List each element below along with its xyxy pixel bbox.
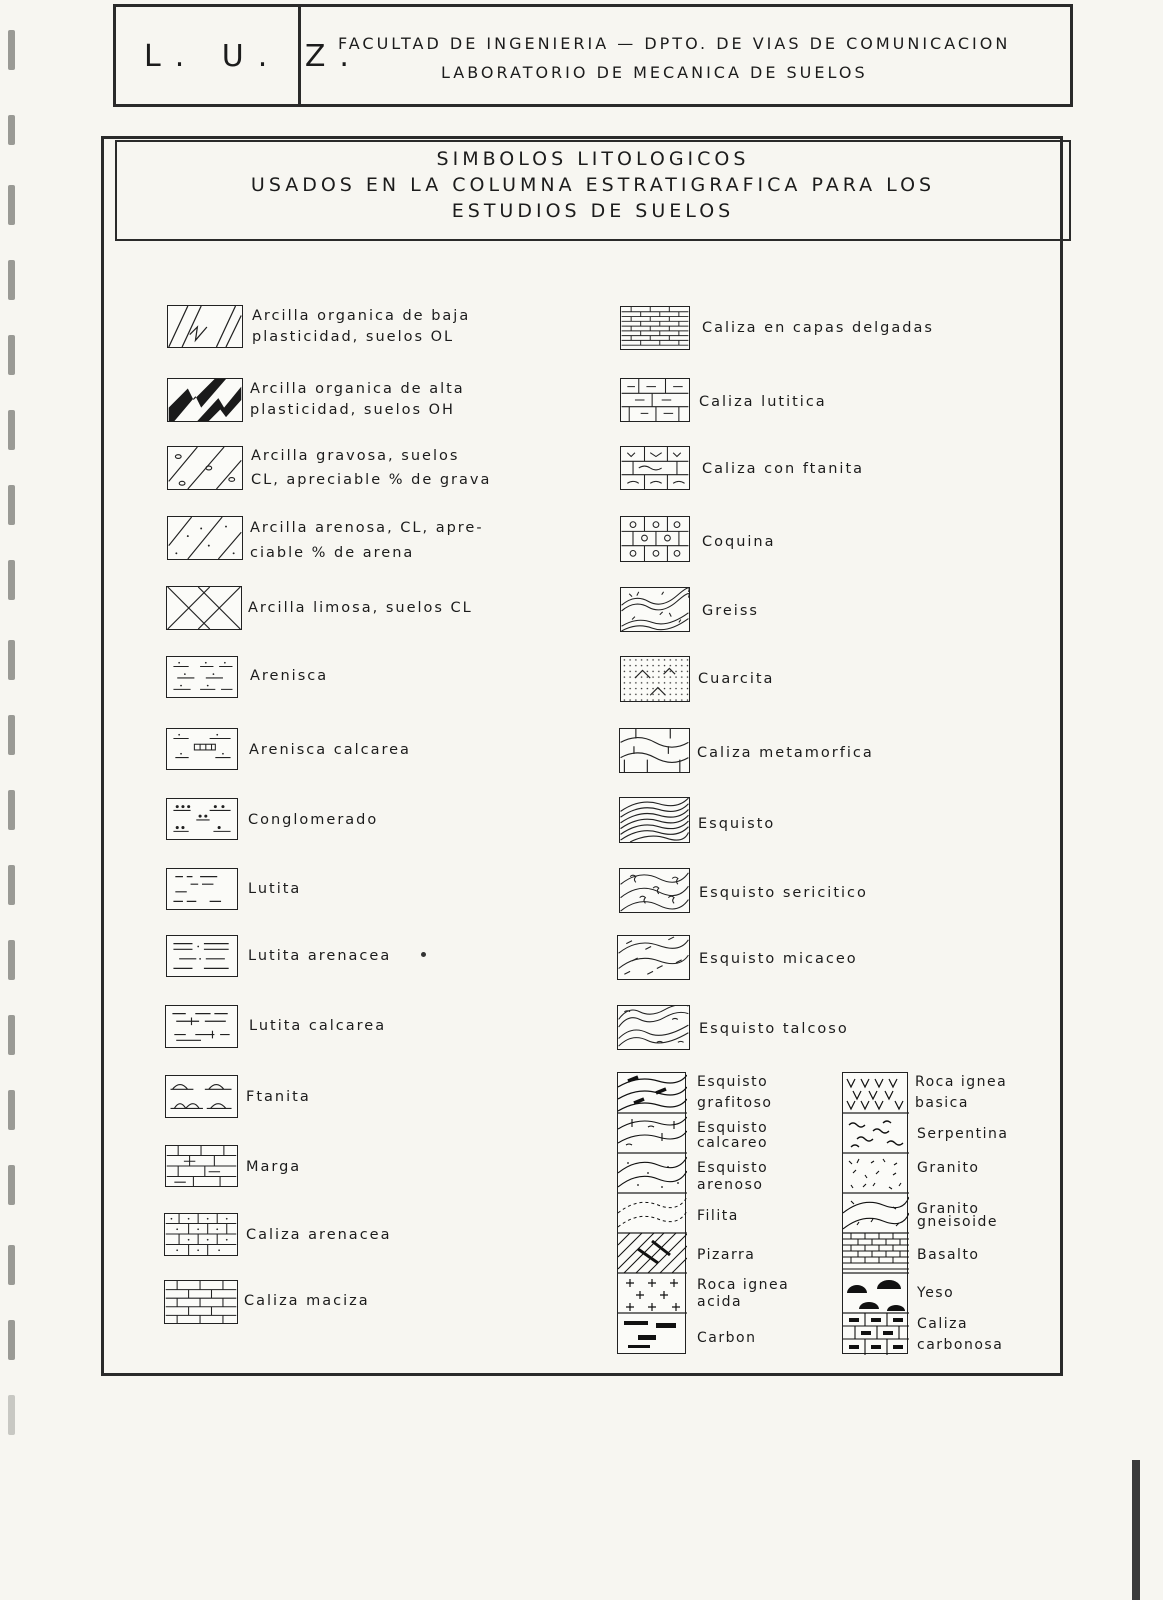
label-gneissic-granite-2: gneisoide <box>917 1214 999 1230</box>
label-organic-clay-high-2: plasticidad, suelos OH <box>250 402 455 418</box>
binder-mark <box>8 335 15 375</box>
silty-clay-pattern <box>166 586 242 630</box>
label-basic-igneous-2: basica <box>915 1095 969 1111</box>
stacked-column-a <box>617 1072 686 1354</box>
label-gneiss: Greiss <box>702 603 759 619</box>
coquina-pattern <box>620 516 690 562</box>
label-carbonaceous-limestone-2: carbonosa <box>917 1337 1004 1353</box>
page-edge-shadow <box>1132 1460 1140 1600</box>
label-sandstone: Arenisca <box>250 668 329 684</box>
quartzite-pattern <box>620 656 690 702</box>
marl-pattern <box>165 1145 238 1187</box>
label-schist: Esquisto <box>698 816 776 832</box>
binder-mark <box>8 1165 15 1205</box>
binder-mark <box>8 640 15 680</box>
gypsum-pattern <box>847 1280 905 1311</box>
label-chert: Ftanita <box>246 1089 311 1105</box>
stacked-column-b <box>842 1072 908 1354</box>
label-gravelly-clay-2: CL, apreciable % de grava <box>251 472 492 488</box>
label-metamorphic-limestone: Caliza metamorfica <box>697 745 874 761</box>
label-organic-clay-high-1: Arcilla organica de alta <box>250 381 465 397</box>
binder-mark <box>8 940 15 980</box>
title-line-1: SIMBOLOS LITOLOGICOS <box>436 148 750 170</box>
sericitic-schist-pattern <box>619 868 690 913</box>
label-coal: Carbon <box>697 1330 757 1346</box>
binder-mark <box>8 865 15 905</box>
label-basalt: Basalto <box>917 1247 980 1263</box>
stray-dot <box>421 952 426 957</box>
binder-mark <box>8 410 15 450</box>
label-marl: Marga <box>246 1159 302 1175</box>
label-micaceous-schist: Esquisto micaceo <box>699 951 858 967</box>
label-cherty-limestone: Caliza con ftanita <box>702 461 865 477</box>
sandy-schist-pattern <box>618 1157 687 1187</box>
title-block <box>115 148 1071 222</box>
label-organic-clay-low-1: Arcilla organica de baja <box>252 308 471 324</box>
header-faculty: FACULTAD DE INGENIERIA — DPTO. DE VIAS DE COMUNICACION <box>338 34 1011 53</box>
label-calcareous-schist-1: Esquisto <box>697 1120 769 1136</box>
label-carbonaceous-limestone-1: Caliza <box>917 1316 969 1332</box>
shaly-limestone-pattern <box>620 378 690 422</box>
label-gypsum: Yeso <box>917 1285 955 1301</box>
organic-clay-high-pattern <box>167 378 243 422</box>
label-organic-clay-low-2: plasticidad, suelos OL <box>252 329 455 345</box>
gravelly-clay-pattern <box>167 446 243 490</box>
label-sandy-schist-2: arenoso <box>697 1177 764 1193</box>
title-line-2: USADOS EN LA COLUMNA ESTRATIGRAFICA PARA LOS <box>250 174 936 196</box>
label-silty-clay: Arcilla limosa, suelos CL <box>248 600 473 616</box>
label-acid-igneous-2: acida <box>697 1294 743 1310</box>
conglomerate-pattern <box>166 798 238 840</box>
binder-mark <box>8 1245 15 1285</box>
label-basic-igneous-1: Roca ignea <box>915 1074 1008 1090</box>
label-coquina: Coquina <box>702 534 776 550</box>
label-calcareous-schist-2: calcareo <box>697 1135 769 1151</box>
sandy-shale-pattern <box>166 935 238 977</box>
shale-pattern <box>166 868 238 910</box>
header-box <box>113 4 1073 107</box>
title-divider <box>115 239 1071 241</box>
cherty-limestone-pattern <box>620 446 690 490</box>
binder-mark <box>8 260 15 300</box>
header-lab: LABORATORIO DE MECANICA DE SUELOS <box>441 63 868 82</box>
label-serpentine: Serpentina <box>917 1126 1009 1142</box>
label-calcareous-sandstone: Arenisca calcarea <box>249 742 411 758</box>
binder-mark <box>8 560 15 600</box>
label-quartzite: Cuarcita <box>698 671 775 687</box>
schist-pattern <box>619 797 690 843</box>
label-talc-schist: Esquisto talcoso <box>699 1021 849 1037</box>
label-shale: Lutita <box>248 881 302 897</box>
binder-mark <box>8 1320 15 1360</box>
label-massive-limestone: Caliza maciza <box>244 1293 370 1309</box>
label-shaly-limestone: Caliza lutitica <box>699 394 827 410</box>
label-gravelly-clay-1: Arcilla gravosa, suelos <box>251 448 460 464</box>
sandstone-pattern <box>166 656 238 698</box>
binder-mark <box>8 30 15 70</box>
calcareous-sandstone-pattern <box>166 728 238 770</box>
calcareous-schist-pattern <box>618 1117 687 1145</box>
title-top-line <box>115 140 1071 142</box>
basic-igneous-pattern <box>847 1079 903 1109</box>
label-sericitic-schist: Esquisto sericitico <box>699 885 868 901</box>
granite-pattern <box>849 1159 901 1189</box>
label-acid-igneous-1: Roca ignea <box>697 1277 790 1293</box>
label-granite: Granito <box>917 1160 980 1176</box>
label-calcareous-shale: Lutita calcarea <box>249 1018 387 1034</box>
label-sandy-clay-1: Arcilla arenosa, CL, apre- <box>250 520 484 536</box>
talc-schist-pattern <box>617 1005 690 1050</box>
title-line-3: ESTUDIOS DE SUELOS <box>451 200 735 222</box>
calcareous-shale-pattern <box>165 1005 238 1048</box>
label-sandy-schist-1: Esquisto <box>697 1160 769 1176</box>
binder-mark <box>8 1015 15 1055</box>
chert-pattern <box>165 1075 238 1118</box>
sandy-limestone-pattern <box>164 1213 238 1256</box>
massive-limestone-pattern <box>164 1280 238 1324</box>
metamorphic-limestone-pattern <box>619 728 690 773</box>
phyllite-pattern <box>618 1197 687 1227</box>
label-sandy-shale: Lutita arenacea <box>248 948 392 964</box>
thin-bedded-limestone-pattern <box>620 306 690 350</box>
organic-clay-low-pattern <box>167 305 243 348</box>
binder-mark <box>8 790 15 830</box>
graphitic-schist-pattern <box>618 1075 687 1111</box>
label-sandy-limestone: Caliza arenacea <box>246 1227 392 1243</box>
binder-mark <box>8 115 15 145</box>
label-graphitic-schist-2: grafitoso <box>697 1095 773 1111</box>
label-gneissic-granite-1: Granito <box>917 1201 980 1217</box>
serpentine-pattern <box>849 1121 903 1147</box>
sandy-clay-pattern <box>167 516 243 560</box>
coal-pattern <box>624 1321 676 1348</box>
acid-igneous-pattern <box>626 1279 680 1311</box>
micaceous-schist-pattern <box>617 935 690 980</box>
binder-mark <box>8 1090 15 1130</box>
label-thin-bedded-limestone: Caliza en capas delgadas <box>702 320 934 336</box>
label-slate: Pizarra <box>697 1247 756 1263</box>
basalt-pattern <box>843 1233 909 1269</box>
slate-pattern <box>618 1233 687 1273</box>
label-sandy-clay-2: ciable % de arena <box>250 545 415 561</box>
gneissic-granite-pattern <box>843 1197 909 1229</box>
label-graphitic-schist-1: Esquisto <box>697 1074 769 1090</box>
label-phyllite: Filita <box>697 1208 739 1224</box>
binder-mark <box>8 185 15 225</box>
gneiss-pattern <box>620 587 690 632</box>
institution-logo: L. U. Z. <box>144 39 363 74</box>
label-conglomerate: Conglomerado <box>248 812 379 828</box>
binder-mark <box>8 715 15 755</box>
binder-mark <box>8 1395 15 1435</box>
binder-mark <box>8 485 15 525</box>
